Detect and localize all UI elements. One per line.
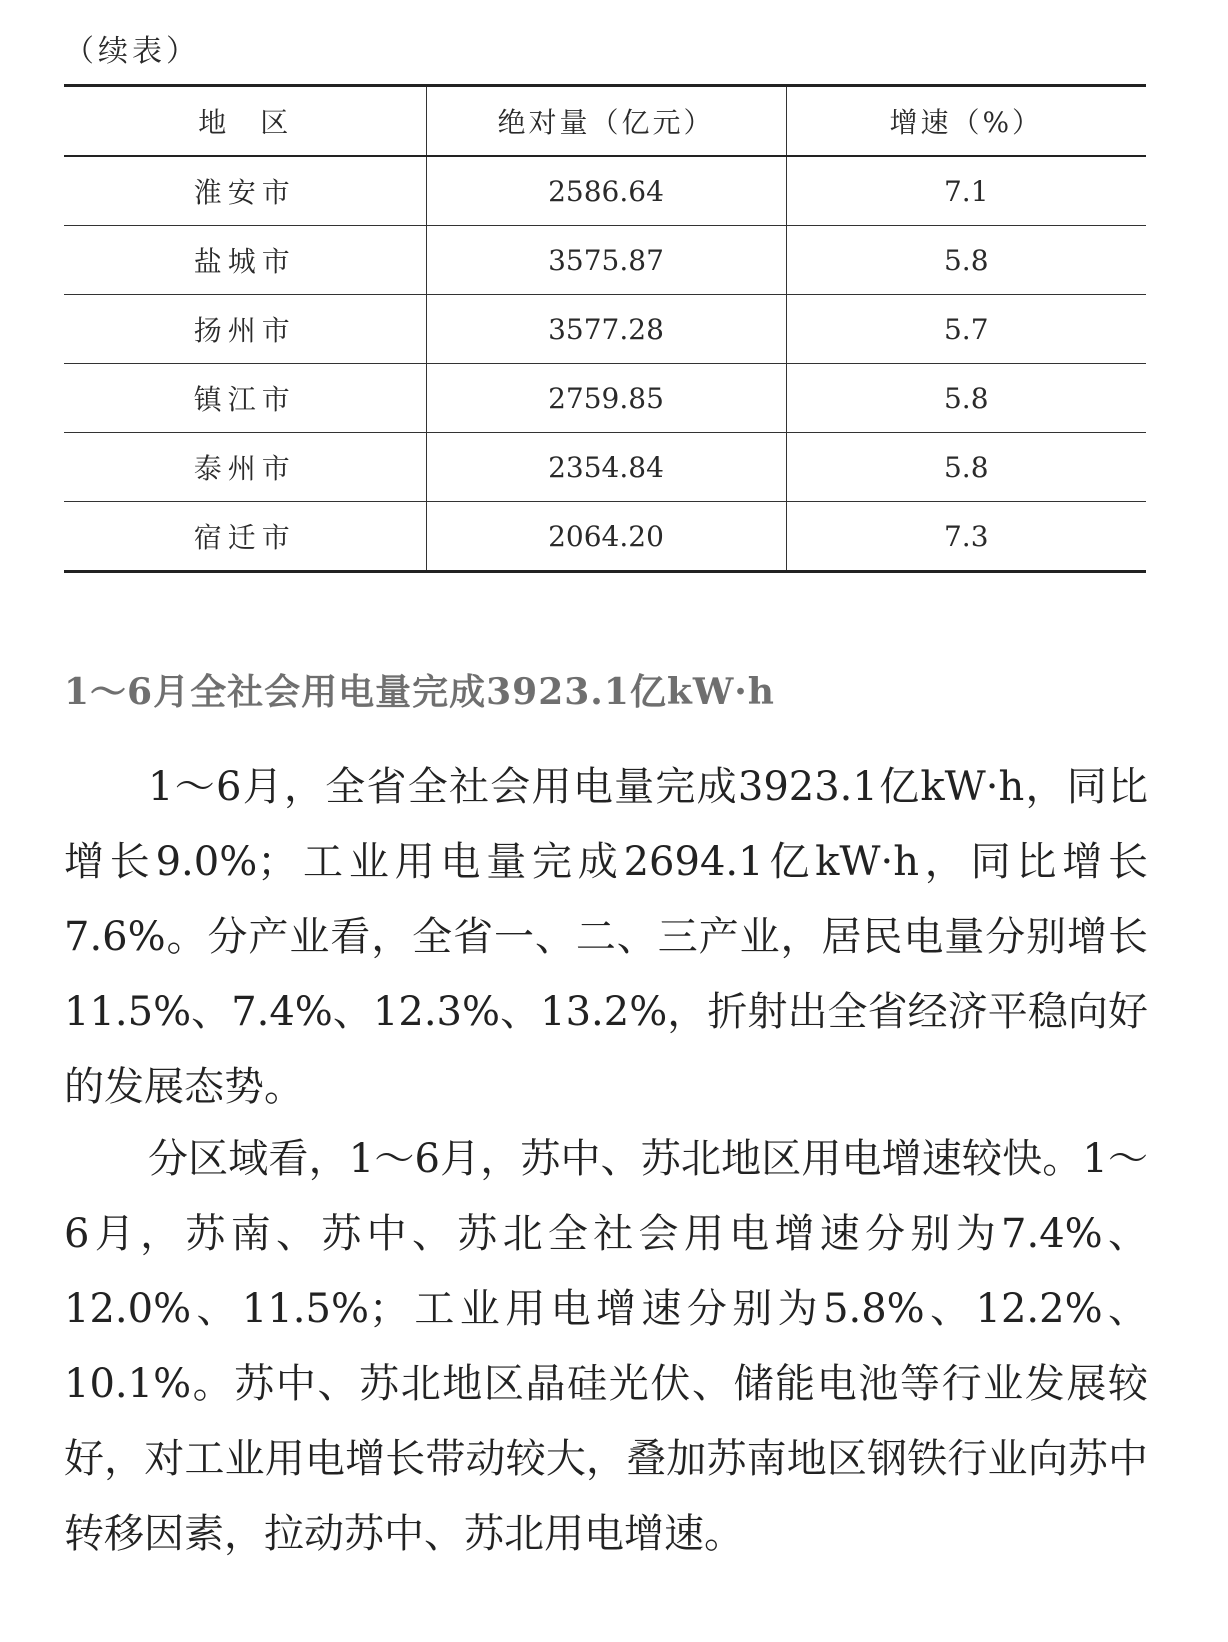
section-heading: 1～6月全社会用电量完成3923.1亿kW·h xyxy=(64,671,775,713)
amount-cell: 3577.28 xyxy=(426,295,786,364)
region-cell: 扬州市 xyxy=(64,295,426,364)
amount-cell: 2354.84 xyxy=(426,433,786,502)
column-header-growth: 增速（%） xyxy=(786,86,1146,157)
table-row xyxy=(64,226,1146,295)
table-row xyxy=(64,502,1146,572)
table-row xyxy=(64,364,1146,433)
amount-cell: 2064.20 xyxy=(426,502,786,572)
table-row xyxy=(64,156,1146,226)
region-cell: 淮安市 xyxy=(64,156,426,226)
table-header-row xyxy=(64,86,1146,157)
region-cell: 宿迁市 xyxy=(64,502,426,572)
growth-cell: 5.8 xyxy=(786,226,1146,295)
amount-cell: 2759.85 xyxy=(426,364,786,433)
body-paragraph: 1～6月，全省全社会用电量完成3923.1亿kW·h，同比增长9.0%；工业用电量完成2694.1亿kW·h，同比增长7.6%。分产业看，全省一、二、三产业，居民电量分别增长 11.5%、7.4%、12.3%、13.2%，折射出全省经济平稳向好的发展态势。 xyxy=(64,764,1148,1110)
growth-cell: 5.8 xyxy=(786,433,1146,502)
body-paragraph: 分区域看，1～6月，苏中、苏北地区用电增速较快。1～6月，苏南、苏中、苏北全社会用电增速分别为7.4%、12.0%、11.5%；工业用电增速分别为5.8%、12.2%、10.1%。苏中、苏北地区晶硅光伏、储能电池等行业发展较好，对工业用电增长带动较大，叠加苏南地区钢铁行业向苏中转移因素，拉动苏中、苏北用电增速。 xyxy=(64,1136,1148,1557)
table-row xyxy=(64,295,1146,364)
amount-cell: 3575.87 xyxy=(426,226,786,295)
region-cell: 盐城市 xyxy=(64,226,426,295)
table-row xyxy=(64,433,1146,502)
column-header-region: 地 区 xyxy=(64,86,426,157)
growth-cell: 5.8 xyxy=(786,364,1146,433)
continued-table-label: （续表） xyxy=(64,34,200,69)
region-cell: 泰州市 xyxy=(64,433,426,502)
region-data-table xyxy=(64,84,1146,573)
growth-cell: 7.1 xyxy=(786,156,1146,226)
amount-cell: 2586.64 xyxy=(426,156,786,226)
region-cell: 镇江市 xyxy=(64,364,426,433)
growth-cell: 5.7 xyxy=(786,295,1146,364)
growth-cell: 7.3 xyxy=(786,502,1146,572)
column-header-amount: 绝对量（亿元） xyxy=(426,86,786,157)
